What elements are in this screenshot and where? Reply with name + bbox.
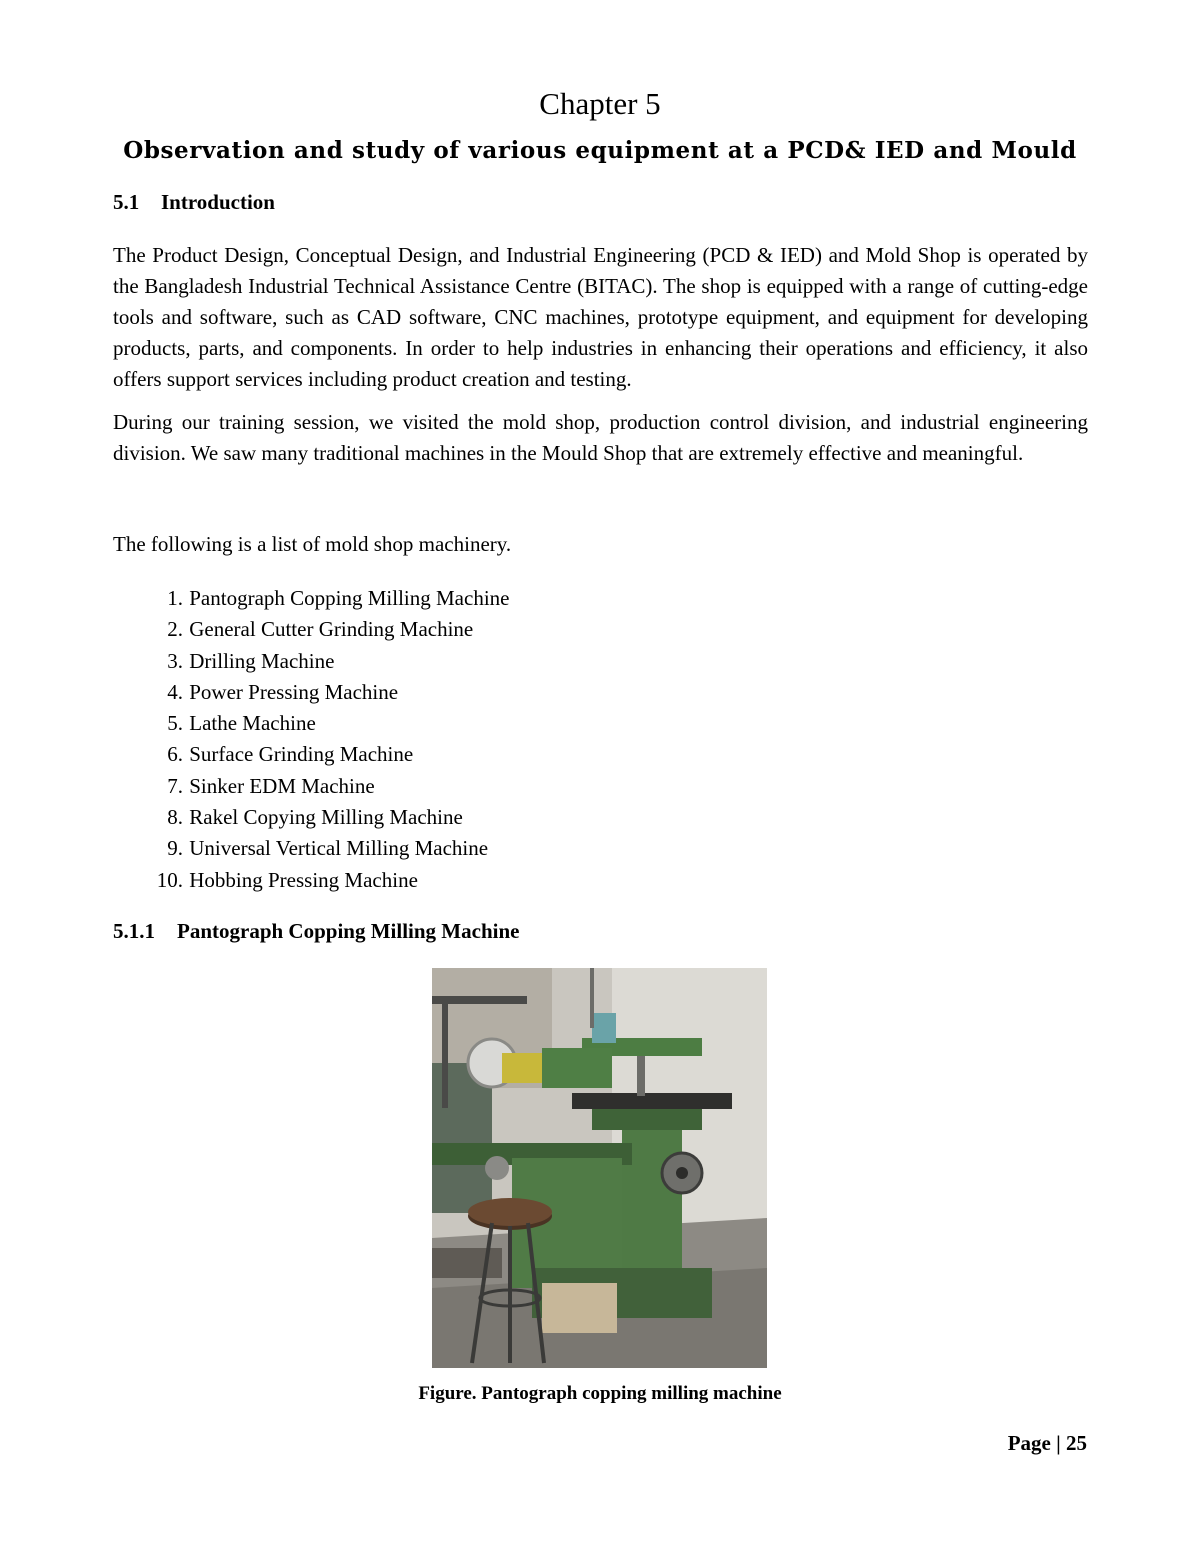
list-item-text: General Cutter Grinding Machine	[189, 617, 474, 642]
list-item-number: 3.	[167, 648, 183, 673]
list-item-number: 2.	[167, 617, 183, 642]
list-item-text: Drilling Machine	[189, 648, 335, 673]
machine-photo	[432, 968, 767, 1368]
list-item-number: 8.	[167, 805, 183, 830]
section-title: Introduction	[161, 190, 275, 214]
list-item-text: Hobbing Pressing Machine	[189, 867, 418, 892]
list-item-number: 5.	[167, 711, 183, 736]
list-item-text: Universal Vertical Milling Machine	[189, 836, 489, 861]
list-item-text: Pantograph Copping Milling Machine	[189, 586, 510, 610]
list-item-text: Power Pressing Machine	[189, 679, 399, 704]
chapter-heading: Chapter 5	[539, 86, 661, 121]
machine-photo-illustration	[432, 968, 767, 1368]
list-item	[113, 771, 509, 802]
list-item	[113, 833, 509, 864]
list-item-text: Surface Grinding Machine	[189, 742, 414, 767]
list-item	[113, 677, 509, 708]
machinery-list	[113, 583, 509, 896]
document-title: Observation and study of various equipment at a PCD& IED and Mould	[123, 137, 1077, 164]
list-item-number: 6.	[167, 742, 183, 767]
list-item	[113, 614, 509, 645]
list-item-number: 1.	[167, 586, 183, 610]
intro-paragraph: The Product Design, Conceptual Design, and Industrial Engineering (PCD & IED) and Mold Shop is operated by the Bangladesh Industrial Technical Assistance Centre (BITAC). The shop is equipped with a range of cutting-edge tools and software, such as CAD software, CNC machines, prototype equipment, and equipment for developing products, parts, and components. In order to help industries in enhancing their operations and efficiency, it also offers support services including product creation and testing.	[113, 243, 1088, 391]
list-item-text: Rakel Copying Milling Machine	[189, 805, 463, 830]
list-item-text: Sinker EDM Machine	[189, 773, 375, 798]
list-item-number: 10.	[156, 867, 183, 892]
section-heading	[113, 188, 275, 216]
list-item-number: 4.	[167, 679, 183, 704]
section-number: 5.1	[113, 190, 140, 214]
list-item	[113, 708, 509, 739]
page-number: Page | 25	[1007, 1431, 1087, 1455]
list-item-number: 9.	[167, 836, 183, 861]
list-intro: The following is a list of mold shop machinery.	[113, 532, 512, 556]
list-item	[113, 583, 509, 614]
subsection-title: Pantograph Copping Milling Machine	[177, 919, 520, 943]
list-item	[113, 865, 509, 896]
subsection-number: 5.1.1	[113, 919, 155, 943]
list-item-text: Lathe Machine	[189, 711, 316, 736]
visit-paragraph: During our training session, we visited the mold shop, production control division, and industrial engineering division. We saw many traditional machines in the Mould Shop that are extremely effective and meaningful.	[113, 410, 1088, 465]
list-item	[113, 802, 509, 833]
list-item	[113, 739, 509, 770]
list-item	[113, 646, 509, 677]
figure-caption: Figure. Pantograph copping milling machine	[418, 1383, 782, 1404]
subsection-heading	[113, 917, 519, 945]
list-item-number: 7.	[167, 773, 183, 798]
